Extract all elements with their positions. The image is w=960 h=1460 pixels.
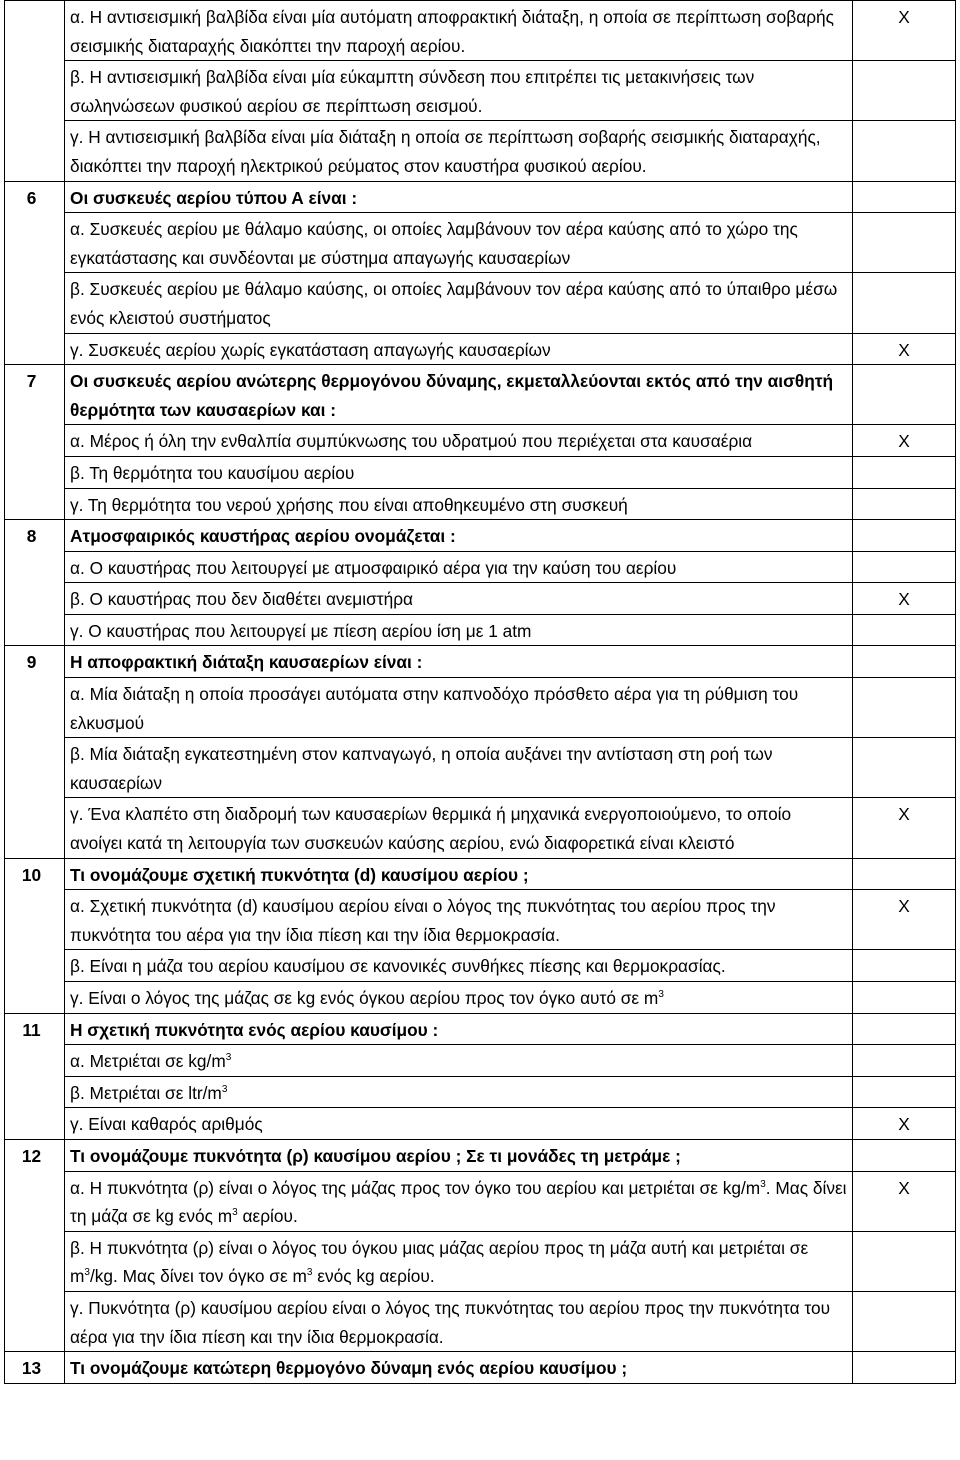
answer-mark: X <box>853 1 956 61</box>
option-row <box>5 1171 956 1231</box>
option-row <box>5 273 956 333</box>
option-row <box>5 1291 956 1351</box>
option-row <box>5 1076 956 1108</box>
option-text: γ. Τη θερμότητα του νερού χρήσης που είναι αποθηκευμένο στη συσκευή <box>70 494 628 515</box>
option-text: β. Ο καυστήρας που δεν διαθέτει ανεμιστήρα <box>70 589 414 610</box>
answer-mark-cell <box>853 1352 956 1384</box>
option-text: α. Μέρος ή όλη την ενθαλπία συμπύκνωσης του υδρατμού που περιέχεται στα καυσαέρια <box>70 431 753 452</box>
option-row <box>5 425 956 457</box>
quiz-body <box>5 1 956 1384</box>
question-cell <box>65 181 853 213</box>
answer-mark <box>853 738 956 798</box>
question-row <box>5 858 956 890</box>
option-cell <box>65 425 853 457</box>
option-text: γ. Πυκνότητα (ρ) καυσίμου αερίου είναι ο λόγος της πυκνότητας του αερίου προς την πυκνότητα του αέρα για την ίδια πίεση και την ίδια θερμοκρασία. <box>70 1297 831 1347</box>
question-number: 8 <box>5 520 65 646</box>
option-cell <box>65 61 853 121</box>
answer-mark: X <box>853 798 956 858</box>
question-text: Οι συσκευές αερίου τύπου Α είναι : <box>70 187 358 208</box>
question-row <box>5 1013 956 1045</box>
question-row <box>5 181 956 213</box>
option-text: γ. Είναι ο λόγος της μάζας σε kg ενός όγκου αερίου προς τον όγκο αυτό σε $m^3$ <box>70 988 664 1008</box>
question-number <box>5 1 65 182</box>
option-row <box>5 333 956 365</box>
option-text: α. Μία διάταξη η οποία προσάγει αυτόματα στην καπνοδόχο πρόσθετο αέρα για τη ρύθμιση του ελκυσμού <box>70 684 799 733</box>
option-text: γ. Είναι καθαρός αριθμός <box>70 1114 263 1135</box>
option-row <box>5 1045 956 1077</box>
question-cell <box>65 858 853 890</box>
option-row <box>5 738 956 798</box>
option-cell <box>65 551 853 583</box>
option-text: α. Συσκευές αερίου με θάλαμο καύσης, οι οποίες λαμβάνουν τον αέρα καύσης από το χώρο της εγκατάστασης και συνδέονται με σύστημα απαγωγής καυσαερίων <box>70 219 798 268</box>
question-number: 10 <box>5 858 65 1013</box>
question-number: 9 <box>5 646 65 858</box>
answer-mark-cell <box>853 1139 956 1171</box>
option-cell <box>65 1231 853 1291</box>
question-row <box>5 1352 956 1384</box>
option-text: β. Τη θερμότητα του καυσίμου αερίου <box>70 462 355 483</box>
option-row <box>5 213 956 273</box>
option-text: α. Ο καυστήρας που λειτουργεί με ατμοσφαιρικό αέρα για την καύση του αερίου <box>70 557 677 578</box>
option-row <box>5 551 956 583</box>
option-cell <box>65 333 853 365</box>
question-text: Τι ονομάζουμε πυκνότητα (ρ) καυσίμου αερίου ; Σε τι μονάδες τη μετράμε ; <box>70 1145 681 1166</box>
option-row <box>5 121 956 181</box>
option-cell <box>65 738 853 798</box>
answer-mark <box>853 1076 956 1108</box>
question-cell <box>65 1352 853 1384</box>
answer-mark-cell <box>853 858 956 890</box>
option-row <box>5 890 956 950</box>
answer-mark: X <box>853 1108 956 1140</box>
option-text: β. Μία διάταξη εγκατεστημένη στον καπναγωγό, η οποία αυξάνει την αντίσταση στη ροή των καυσαερίων <box>70 744 773 793</box>
question-text: Η αποφρακτική διάταξη καυσαερίων είναι : <box>70 652 423 673</box>
option-row <box>5 678 956 738</box>
answer-mark-cell <box>853 365 956 425</box>
answer-mark <box>853 1045 956 1077</box>
option-row <box>5 982 956 1014</box>
option-text: γ. Η αντισεισμική βαλβίδα είναι μία διάταξη η οποία σε περίπτωση σοβαρής σεισμικής διαταραχής, διακόπτει την παροχή ηλεκτρικού ρεύματος στον καυστήρα φυσικού αερίου. <box>70 127 821 176</box>
option-row <box>5 1108 956 1140</box>
answer-mark <box>853 213 956 273</box>
answer-mark <box>853 614 956 646</box>
question-cell <box>65 365 853 425</box>
answer-mark <box>853 61 956 121</box>
question-number: 11 <box>5 1013 65 1139</box>
answer-mark <box>853 273 956 333</box>
answer-mark <box>853 488 956 520</box>
option-text: α. Σχετική πυκνότητα (d) καυσίμου αερίου είναι ο λόγος της πυκνότητας του αερίου προς την πυκνότητα του αέρα για την ίδια πίεση και την ίδια θερμοκρασία. <box>70 896 776 945</box>
question-text: Οι συσκευές αερίου ανώτερης θερμογόνου δύναμης, εκμεταλλεύονται εκτός από την αισθητή θερμότητα των καυσαερίων και : <box>70 371 834 420</box>
option-text: α. Η αντισεισμική βαλβίδα είναι μία αυτόματη αποφρακτική διάταξη, η οποία σε περίπτωση σοβαρής σεισμικής διαταραχής διακόπτει την παροχή αερίου. <box>70 7 834 56</box>
option-cell <box>65 950 853 982</box>
option-cell <box>65 890 853 950</box>
answer-mark: X <box>853 583 956 615</box>
option-row <box>5 798 956 858</box>
option-text: α. Η πυκνότητα (ρ) είναι ο λόγος της μάζας προς τον όγκο του αερίου και μετριέται σε $kg/m^3$. Μας δίνει τη μάζα σε kg ενός $m^3$ αερίου. <box>70 1177 847 1227</box>
option-row <box>5 61 956 121</box>
option-text: β. Συσκευές αερίου με θάλαμο καύσης, οι οποίες λαμβάνουν τον αέρα καύσης από το ύπαιθρο μέσω ενός κλειστού συστήματος <box>70 279 838 328</box>
answer-mark <box>853 1291 956 1351</box>
option-text: β. Η πυκνότητα (ρ) είναι ο λόγος του όγκου μιας μάζας αερίου προς τη μάζα αυτή και μετριέται σε $m^3/kg$. Μας δίνει τον όγκο σε $m^3$ ενός kg αερίου. <box>70 1237 809 1287</box>
question-cell <box>65 520 853 552</box>
question-text: Τι ονομάζουμε σχετική πυκνότητα (d) καυσίμου αερίου ; <box>70 864 529 885</box>
option-cell <box>65 1076 853 1108</box>
question-cell <box>65 1013 853 1045</box>
option-cell <box>65 213 853 273</box>
question-number: 6 <box>5 181 65 365</box>
option-text: γ. Ο καυστήρας που λειτουργεί με πίεση αερίου ίση με 1 atm <box>70 620 532 641</box>
answer-mark <box>853 551 956 583</box>
option-text: γ. Ένα κλαπέτο στη διαδρομή των καυσαερίων θερμικά ή μηχανικά ενεργοποιούμενο, το οποίο ανοίγει κατά τη λειτουργία των συσκευών καύσης αερίου, ενώ διαφορετικά είναι κλειστό <box>70 804 792 854</box>
quiz-table <box>4 0 956 1384</box>
answer-mark <box>853 678 956 738</box>
option-row <box>5 488 956 520</box>
option-row <box>5 614 956 646</box>
option-row <box>5 583 956 615</box>
option-row <box>5 456 956 488</box>
question-text: Η σχετική πυκνότητα ενός αερίου καυσίμου : <box>70 1019 439 1040</box>
option-text: β. Είναι η μάζα του αερίου καυσίμου σε κανονικές συνθήκες πίεσης και θερμοκρασίας. <box>70 956 726 977</box>
question-text: Τι ονομάζουμε κατώτερη θερμογόνο δύναμη ενός αερίου καυσίμου ; <box>70 1358 628 1379</box>
option-cell <box>65 273 853 333</box>
answer-mark: X <box>853 1171 956 1231</box>
answer-mark: X <box>853 890 956 950</box>
option-text: γ. Συσκευές αερίου χωρίς εγκατάσταση απαγωγής καυσαερίων <box>70 339 551 360</box>
answer-mark-cell <box>853 1013 956 1045</box>
option-cell <box>65 798 853 858</box>
question-row <box>5 520 956 552</box>
answer-mark: X <box>853 333 956 365</box>
answer-mark-cell <box>853 181 956 213</box>
option-row <box>5 1231 956 1291</box>
option-cell <box>65 488 853 520</box>
answer-mark <box>853 1231 956 1291</box>
answer-mark <box>853 982 956 1014</box>
answer-mark-cell <box>853 646 956 678</box>
option-cell <box>65 982 853 1014</box>
question-number: 7 <box>5 365 65 520</box>
answer-mark-cell <box>853 520 956 552</box>
option-cell <box>65 121 853 181</box>
answer-mark: X <box>853 425 956 457</box>
option-cell <box>65 1291 853 1351</box>
option-text: β. Μετριέται σε ltr/$m^3$ <box>70 1082 228 1103</box>
question-text: Ατμοσφαιρικός καυστήρας αερίου ονομάζεται : <box>70 526 456 547</box>
answer-mark <box>853 950 956 982</box>
question-row <box>5 646 956 678</box>
answer-mark <box>853 456 956 488</box>
question-row <box>5 1139 956 1171</box>
option-text: β. Η αντισεισμική βαλβίδα είναι μία εύκαμπτη σύνδεση που επιτρέπει τις μετακινήσεις των σωληνώσεων φυσικού αερίου σε περίπτωση σεισμού. <box>70 67 755 116</box>
question-number: 12 <box>5 1139 65 1351</box>
question-cell <box>65 1139 853 1171</box>
option-cell <box>65 614 853 646</box>
option-cell <box>65 1108 853 1140</box>
option-cell <box>65 456 853 488</box>
option-cell <box>65 678 853 738</box>
option-row <box>5 1 956 61</box>
answer-mark <box>853 121 956 181</box>
question-row <box>5 365 956 425</box>
option-row <box>5 950 956 982</box>
option-cell <box>65 1171 853 1231</box>
question-number: 13 <box>5 1352 65 1384</box>
option-cell <box>65 1 853 61</box>
option-cell <box>65 1045 853 1077</box>
question-cell <box>65 646 853 678</box>
option-text: α. Μετριέται σε $kg/m^3$ <box>70 1051 232 1072</box>
option-cell <box>65 583 853 615</box>
